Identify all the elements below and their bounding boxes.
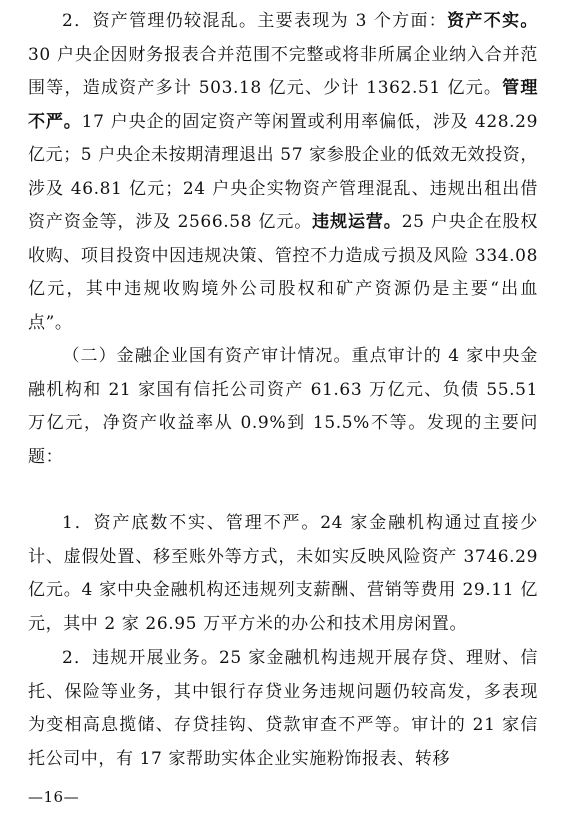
paragraph-asset-management: [28, 5, 538, 340]
text-run: 25 户央企在股权收购、项目投资中因违规决策、管控不力造成亏损及风险 334.08 亿元，其中违规收购境外公司股权和矿产资源仍是主要“出血点”。: [28, 212, 539, 333]
paragraph-financial-audit: [28, 340, 538, 474]
text-run: （二）金融企业国有资产审计情况。重点审计的 4 家中央金融机构和 21 家国有信托公司资产 61.63 万亿元、负债 55.51 万亿元，净资产收益率从 0.9%到 15.5%不等。发现的主要问题：: [28, 346, 538, 467]
text-run: 1．资产底数不实、管理不严。24 家金融机构通过直接少计、虚假处置、移至账外等方式，未如实反映风险资产 3746.29 亿元。4 家中央金融机构还违规列支薪酬、营销等费用 29.11 亿元，其中 2 家 26.95 万平方米的办公和技术用房闲置。: [28, 513, 538, 634]
paragraph-asset-base: [28, 507, 538, 641]
page-number: —16—: [28, 788, 80, 806]
bold-heading-asset-inaccuracy: 资产不实。: [447, 11, 538, 31]
paragraph-illegal-business: [28, 642, 538, 776]
text-run: 2．资产管理仍较混乱。主要表现为 3 个方面：: [62, 11, 448, 31]
bold-heading-illegal-operation: 违规运营。: [312, 212, 402, 232]
text-run: 2．违规开展业务。25 家金融机构违规开展存贷、理财、信托、保险等业务，其中银行存贷业务违规问题仍较高发，多表现为变相高息揽储、存贷挂钩、贷款审查不严等。审计的 21 家信托公司中，有 17 家帮助实体企业实施粉饰报表、转移: [28, 648, 538, 769]
text-run: 30 户央企因财务报表合并范围不完整或将非所属企业纳入合并范围等，造成资产多计 503.18 亿元、少计 1362.51 亿元。: [28, 44, 538, 98]
text-run: 17 户央企的固定资产等闲置或利用率偏低，涉及 428.29 亿元；5 户央企未按期清理退出 57 家参股企业的低效无效投资，涉及 46.81 亿元；24 户央企实物资产管理混乱、违规出租出借资产资金等，涉及 2566.58 亿元。: [28, 111, 538, 232]
bold-heading-lax-management: 管理不严。: [28, 78, 539, 132]
